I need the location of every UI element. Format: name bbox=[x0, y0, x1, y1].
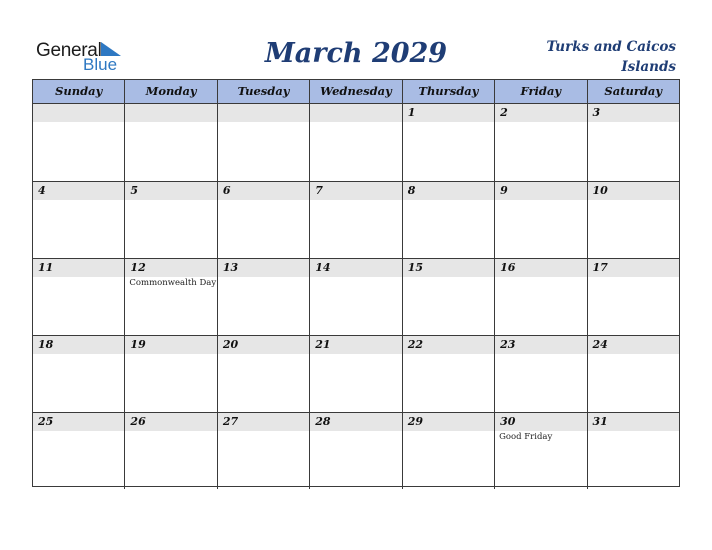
day-number: 17 bbox=[592, 261, 608, 274]
day-number: 19 bbox=[130, 338, 146, 351]
day-number-bar bbox=[125, 182, 216, 200]
day-cell-empty bbox=[33, 104, 124, 181]
day-cell-6 bbox=[217, 182, 309, 258]
week-row bbox=[33, 181, 679, 258]
day-cell-12 bbox=[124, 259, 216, 335]
day-cell-30 bbox=[494, 413, 586, 489]
day-number-bar bbox=[218, 104, 309, 122]
day-cell-28 bbox=[309, 413, 401, 489]
day-number: 20 bbox=[222, 338, 239, 351]
day-number: 29 bbox=[407, 415, 423, 428]
weekday-header-sunday: Sunday bbox=[55, 84, 103, 98]
day-cell-9 bbox=[494, 182, 586, 258]
day-number: 10 bbox=[592, 184, 608, 197]
day-cell-24 bbox=[587, 336, 679, 412]
day-number: 22 bbox=[407, 338, 423, 351]
day-number: 24 bbox=[592, 338, 608, 351]
day-number-bar bbox=[403, 182, 494, 200]
day-number: 3 bbox=[592, 106, 601, 119]
day-cell-empty bbox=[124, 104, 216, 181]
logo-text-general: General bbox=[36, 40, 102, 61]
day-number-bar bbox=[33, 104, 124, 122]
weekday-header-saturday: Saturday bbox=[587, 80, 679, 103]
day-cell-21 bbox=[309, 336, 401, 412]
day-number: 25 bbox=[38, 415, 54, 428]
holiday-label: Commonwealth Day bbox=[129, 278, 217, 288]
day-cell-3 bbox=[587, 104, 679, 181]
weekday-header-row bbox=[33, 80, 679, 104]
day-number: 11 bbox=[38, 261, 54, 274]
day-number: 27 bbox=[222, 415, 239, 428]
day-number: 4 bbox=[38, 184, 46, 197]
day-cell-7 bbox=[309, 182, 401, 258]
page-title: March 2029 bbox=[264, 38, 448, 69]
day-number-bar bbox=[310, 104, 401, 122]
day-cell-31 bbox=[587, 413, 679, 489]
day-cell-29 bbox=[402, 413, 494, 489]
week-row bbox=[33, 335, 679, 412]
day-number: 6 bbox=[222, 184, 231, 197]
day-cell-23 bbox=[494, 336, 586, 412]
day-cell-10 bbox=[587, 182, 679, 258]
logo-flag-icon bbox=[101, 42, 121, 56]
day-number-bar bbox=[310, 182, 401, 200]
day-cell-19 bbox=[124, 336, 216, 412]
day-cell-11 bbox=[33, 259, 124, 335]
day-cell-2 bbox=[494, 104, 586, 181]
day-cell-26 bbox=[124, 413, 216, 489]
day-cell-1 bbox=[402, 104, 494, 181]
day-number-bar bbox=[125, 104, 216, 122]
day-number-bar bbox=[403, 104, 494, 122]
day-number: 5 bbox=[130, 184, 139, 197]
day-cell-15 bbox=[402, 259, 494, 335]
calendar-weeks bbox=[33, 104, 679, 489]
day-number: 18 bbox=[38, 338, 54, 351]
day-number: 14 bbox=[315, 261, 331, 274]
day-number: 21 bbox=[315, 338, 331, 351]
day-number-bar bbox=[33, 182, 124, 200]
generalblue-logo bbox=[36, 40, 136, 74]
day-number-bar bbox=[495, 182, 586, 200]
week-row bbox=[33, 412, 679, 489]
day-number-bar bbox=[495, 104, 586, 122]
day-number: 9 bbox=[500, 184, 508, 197]
day-cell-empty bbox=[309, 104, 401, 181]
day-cell-5 bbox=[124, 182, 216, 258]
day-number: 30 bbox=[500, 415, 516, 428]
day-cell-14 bbox=[309, 259, 401, 335]
day-number: 2 bbox=[500, 106, 508, 119]
day-number-bar bbox=[588, 104, 679, 122]
weekday-header-tuesday: Tuesday bbox=[217, 80, 309, 103]
day-cell-25 bbox=[33, 413, 124, 489]
weekday-header-monday: Monday bbox=[124, 80, 216, 103]
day-number: 1 bbox=[407, 106, 416, 119]
day-number: 12 bbox=[130, 261, 146, 274]
day-number: 8 bbox=[407, 184, 416, 197]
day-cell-16 bbox=[494, 259, 586, 335]
day-cell-13 bbox=[217, 259, 309, 335]
day-cell-27 bbox=[217, 413, 309, 489]
day-cell-4 bbox=[33, 182, 124, 258]
weekday-header-thursday: Thursday bbox=[402, 80, 494, 103]
day-cell-8 bbox=[402, 182, 494, 258]
weekday-header-friday: Friday bbox=[494, 80, 586, 103]
day-number: 26 bbox=[130, 415, 146, 428]
weekday-header-wednesday: Wednesday bbox=[309, 80, 401, 103]
day-number: 15 bbox=[407, 261, 423, 274]
day-cell-18 bbox=[33, 336, 124, 412]
day-number: 31 bbox=[592, 415, 608, 428]
week-row bbox=[33, 104, 679, 181]
day-number: 16 bbox=[500, 261, 516, 274]
region-name: Turks and Caicos Islands bbox=[546, 39, 676, 75]
day-cell-20 bbox=[217, 336, 309, 412]
day-cell-22 bbox=[402, 336, 494, 412]
logo-text-blue: Blue bbox=[83, 55, 118, 74]
calendar-grid bbox=[32, 79, 680, 487]
day-number: 28 bbox=[315, 415, 331, 428]
day-number: 23 bbox=[500, 338, 516, 351]
day-number: 13 bbox=[222, 261, 239, 274]
day-cell-17 bbox=[587, 259, 679, 335]
day-cell-empty bbox=[217, 104, 309, 181]
week-row bbox=[33, 258, 679, 335]
holiday-label: Good Friday bbox=[499, 432, 553, 442]
day-number-bar bbox=[218, 182, 309, 200]
day-number: 7 bbox=[315, 184, 323, 197]
